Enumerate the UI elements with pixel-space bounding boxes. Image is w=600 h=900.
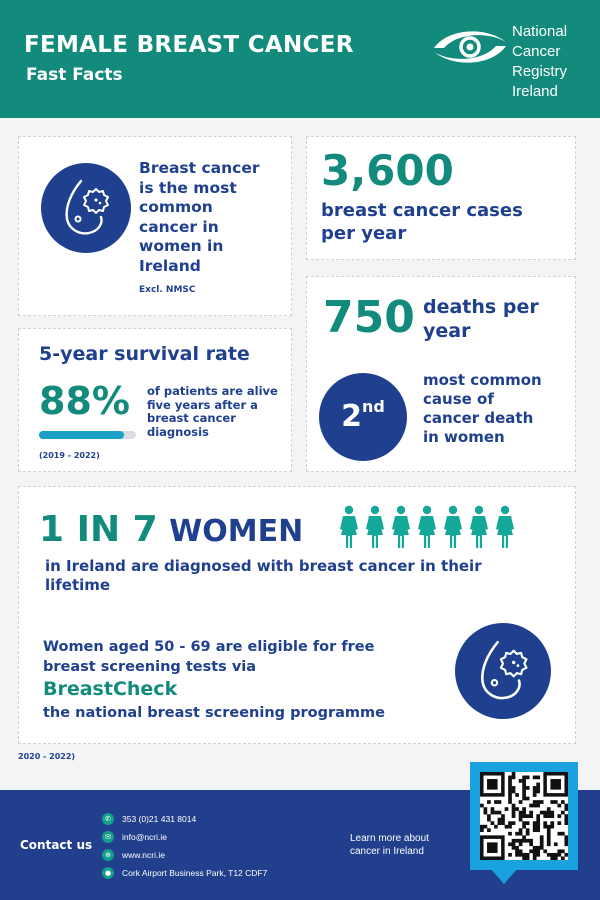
qr-frame <box>470 762 578 870</box>
header-banner <box>0 0 600 118</box>
rank-badge: 2nd <box>319 373 407 461</box>
breast-icon <box>455 623 551 719</box>
contact-label: Contact us <box>20 838 93 852</box>
deaths-text: deaths per year <box>423 296 539 342</box>
survival-bar-fill <box>39 431 124 439</box>
survival-period: (2019 - 2022) <box>39 451 100 460</box>
woman-figure-icon <box>337 505 361 549</box>
qr-speech-tail <box>490 868 518 884</box>
women-figures <box>337 505 519 549</box>
learn-more-text: Learn more about cancer in Ireland <box>350 833 429 857</box>
cases-number: 3,600 <box>321 146 454 195</box>
screening-tagline: the national breast screening programme <box>43 705 385 721</box>
contact-phone[interactable]: ✆ 353 (0)21 431 8014 <box>102 812 196 826</box>
lifetime-headline: 1 IN 7 WOMEN <box>39 509 304 550</box>
woman-figure-icon <box>389 505 413 549</box>
survival-card <box>18 328 292 472</box>
woman-figure-icon <box>441 505 465 549</box>
most-common-card <box>18 136 292 316</box>
deaths-card <box>306 276 576 472</box>
contact-website[interactable]: ⊕ www.ncri.ie <box>102 848 165 862</box>
location-pin-icon: ● <box>102 867 114 879</box>
survival-percent: 88% <box>39 379 130 423</box>
lifetime-card <box>18 486 576 744</box>
page-title: FEMALE BREAST CANCER <box>24 32 354 58</box>
ncri-logo-icon <box>430 24 510 70</box>
contact-address: ● Cork Airport Business Park, T12 CDF7 <box>102 866 267 880</box>
globe-icon: ⊕ <box>102 849 114 861</box>
cases-card <box>306 136 576 260</box>
survival-bar-track <box>39 431 136 439</box>
lifetime-text: in Ireland are diagnosed with breast cancer in their lifetime <box>45 557 482 594</box>
cases-text: breast cancer cases per year <box>321 200 523 244</box>
source-period: 2020 - 2022) <box>18 752 76 761</box>
mail-icon: ✉ <box>102 831 114 843</box>
org-name: National Cancer Registry Ireland <box>512 23 568 100</box>
page-subtitle: Fast Facts <box>26 65 123 85</box>
breastcheck-name: BreastCheck <box>43 678 178 700</box>
woman-figure-icon <box>363 505 387 549</box>
screening-text: Women aged 50 - 69 are eligible for free breast screening tests via <box>43 639 375 675</box>
nmsc-note: Excl. NMSC <box>139 285 196 295</box>
contact-email[interactable]: ✉ info@ncri.ie <box>102 830 167 844</box>
rank-text: most common cause of cancer death in women <box>423 371 542 446</box>
phone-icon: ✆ <box>102 813 114 825</box>
woman-figure-icon <box>493 505 517 549</box>
survival-title: 5-year survival rate <box>39 343 250 365</box>
most-common-text: Breast cancer is the most common cancer in women in Ireland <box>139 159 260 275</box>
survival-text: of patients are alive five years after a breast cancer diagnosis <box>147 384 278 439</box>
woman-figure-icon <box>415 505 439 549</box>
deaths-number: 750 <box>323 292 415 343</box>
qr-code-icon[interactable] <box>480 772 568 860</box>
woman-figure-icon <box>467 505 491 549</box>
breast-icon <box>41 163 131 253</box>
